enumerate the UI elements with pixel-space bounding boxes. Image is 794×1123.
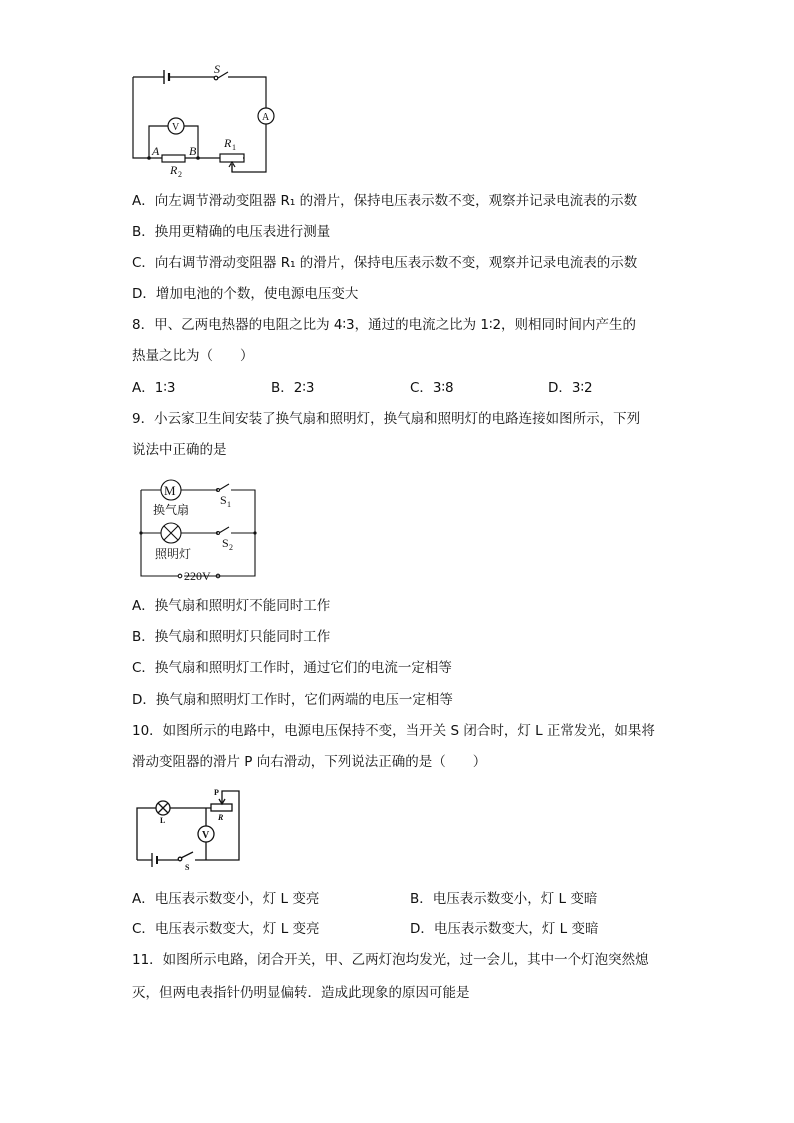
resistor-label: R (218, 813, 224, 822)
s2-label: S (222, 536, 229, 550)
q8-option-c: C．3∶8 (410, 380, 454, 396)
r2-label: R (170, 163, 178, 177)
q7-option-c: C．向右调节滑动变阻器 R₁ 的滑片，保持电压表示数不变，观察并记录电流表的示数 (132, 255, 638, 271)
q8-option-d: D．3∶2 (548, 380, 593, 396)
q10-option-b: B．电压表示数变小，灯 L 变暗 (410, 891, 598, 907)
r2-subscript: 2 (178, 170, 182, 179)
q9-stem-line2: 说法中正确的是 (132, 442, 227, 458)
q10-option-a: A．电压表示数变小，灯 L 变亮 (132, 891, 320, 907)
q10-option-c: C．电压表示数变大，灯 L 变亮 (132, 921, 320, 937)
fan-label: 换气扇 (153, 503, 190, 517)
s2-subscript: 2 (229, 543, 233, 552)
switch-label: S (214, 62, 220, 76)
q8-stem-line1: 8．甲、乙两电热器的电阻之比为 4∶3，通过的电流之比为 1∶2，则相同时间内产生的 (132, 317, 637, 333)
voltmeter-label: V (202, 830, 210, 841)
q11-stem-line1: 11．如图所示电路，闭合开关，甲、乙两灯泡均发光，过一会儿，其中一个灯泡突然熄 (132, 952, 649, 968)
r1-label: R (224, 136, 232, 150)
switch-label: S (185, 863, 190, 872)
q9-option-c: C．换气扇和照明灯工作时，通过它们的电流一定相等 (132, 660, 452, 676)
motor-label: M (164, 483, 176, 498)
node-b-label: B (189, 144, 197, 158)
s1-subscript: 1 (227, 500, 231, 509)
q9-option-b: B．换气扇和照明灯只能同时工作 (132, 629, 331, 645)
q8-option-a: A．1∶3 (132, 380, 176, 396)
node-a-label: A (152, 144, 160, 158)
q7-option-b: B．换用更精确的电压表进行测量 (132, 224, 331, 240)
q7-option-a: A．向左调节滑动变阻器 R₁ 的滑片，保持电压表示数不变，观察并记录电流表的示数 (132, 193, 638, 209)
q10-stem-line1: 10．如图所示的电路中，电源电压保持不变，当开关 S 闭合时，灯 L 正常发光，如果将 (132, 723, 655, 739)
r1-subscript: 1 (232, 143, 236, 152)
q9-stem-line1: 9．小云家卫生间安装了换气扇和照明灯，换气扇和照明灯的电路连接如图所示，下列 (132, 411, 641, 427)
voltage-label: 220V (184, 569, 211, 583)
lamp-label: L (160, 816, 166, 825)
s1-label: S (220, 493, 227, 507)
q8-option-b: B．2∶3 (271, 380, 315, 396)
voltmeter-label: V (172, 122, 180, 133)
q9-option-d: D．换气扇和照明灯工作时，它们两端的电压一定相等 (132, 692, 453, 708)
q11-stem-line2: 灭，但两电表指针仍明显偏转．造成此现象的原因可能是 (132, 985, 470, 1001)
q8-stem-line2: 热量之比为（ ） (132, 348, 254, 364)
ammeter-label: A (262, 112, 270, 123)
lamp-label: 照明灯 (155, 547, 192, 561)
slider-label: P (214, 788, 219, 797)
q9-option-a: A．换气扇和照明灯不能同时工作 (132, 598, 331, 614)
q10-stem-line2: 滑动变阻器的滑片 P 向右滑动，下列说法正确的是（ ） (132, 754, 487, 770)
q10-option-d: D．电压表示数变大，灯 L 变暗 (410, 921, 599, 937)
q7-option-d: D．增加电池的个数，使电源电压变大 (132, 286, 359, 302)
